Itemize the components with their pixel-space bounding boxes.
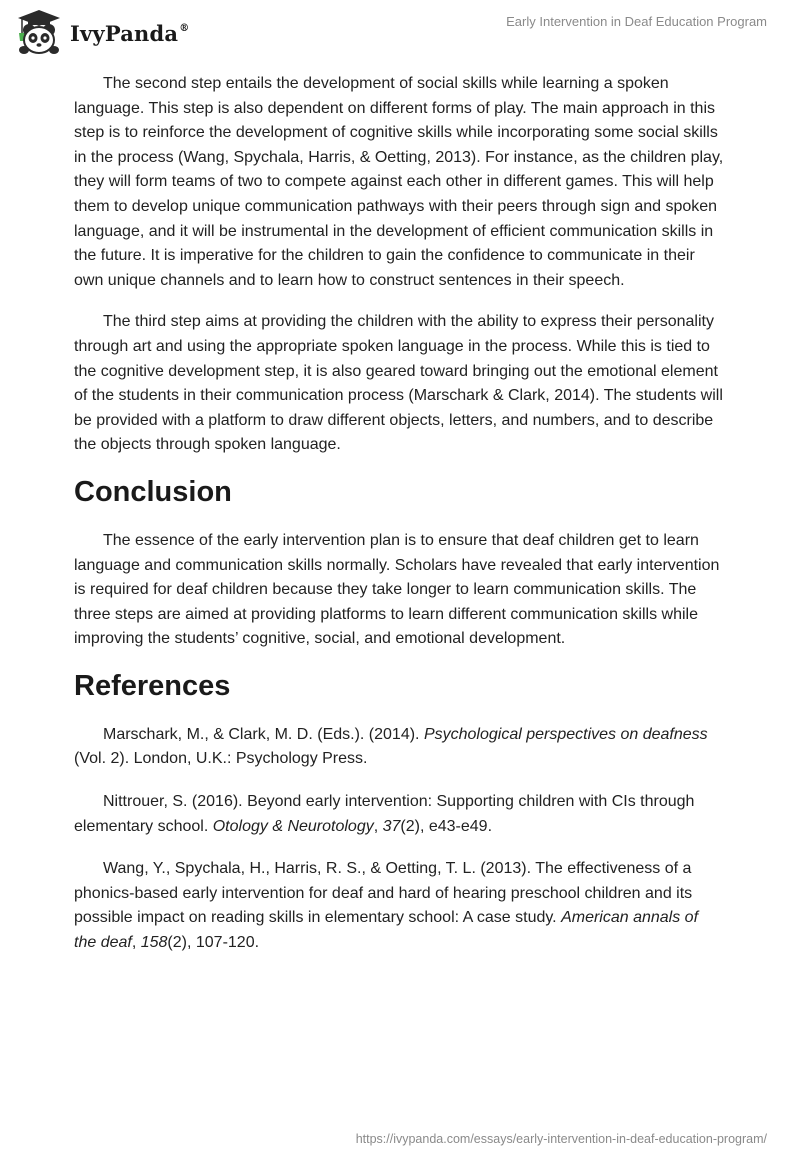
references-heading: References — [74, 669, 231, 702]
ivypanda-logo[interactable] — [14, 8, 189, 56]
reference-item: Nittrouer, S. (2016). Beyond early intervention: Supporting children with CIs through elementary school. Otology & Neurotology, 37(2), e43-e49. — [74, 793, 695, 835]
conclusion-paragraph: The essence of the early intervention plan is to ensure that deaf children get to learn language and communication skills normally. Scholars have revealed that early intervention is required for deaf children because they take longer to learn communication skills. The three steps are aimed at providing platforms to learn different communication skills while improving the students’ cognitive, social, and emotional development. — [74, 531, 720, 648]
reference-item: Marschark, M., & Clark, M. D. (Eds.). (2014). Psychological perspectives on deafness (Vol. 2). London, U.K.: Psychology Press. — [74, 725, 708, 768]
body-paragraph: The third step aims at providing the children with the ability to express their personality through art and using the appropriate spoken language in the process. While this is tied to the cognitive development step, it is also geared toward bringing out the emotional element of the students in their communication process (Marschark & Clark, 2014). The students will be provided with a platform to draw different objects, letters, and numbers, and to describe the objects through spoken language. — [74, 313, 723, 454]
essay-body — [74, 72, 724, 974]
panda-graduate-icon — [14, 8, 64, 56]
brand-name: IvyPanda® — [70, 20, 190, 46]
source-url[interactable]: https://ivypanda.com/essays/early-intervention-in-deaf-education-program/ — [355, 1132, 767, 1146]
document-title: Early Intervention in Deaf Education Program — [506, 14, 767, 29]
reference-item: Wang, Y., Spychala, H., Harris, R. S., & Oetting, T. L. (2013). The effectiveness of a phonics-based early intervention for deaf and hard of hearing preschool children and its possible impact on reading skills in elementary school: A case study. American annals of the deaf, 158(2), 107-120. — [74, 860, 699, 952]
conclusion-heading: Conclusion — [74, 475, 232, 508]
page-header — [0, 0, 800, 64]
body-paragraph: The second step entails the development of social skills while learning a spoken language. This step is also dependent on different forms of play. The main approach in this step is to reinforce the development of cognitive skills while incorporating some social skills in the process (Wang, Spychala, Harris, & Oetting, 2013). For instance, as the children play, they will form teams of two to compete against each other in different games. This will help them to develop unique communication pathways with their peers through sign and spoken language, and it will be instrumental in the development of efficient communication skills in the future. It is imperative for the children to gain the confidence to communicate in their own unique channels and to learn how to construct sentences in their speech. — [74, 75, 724, 289]
